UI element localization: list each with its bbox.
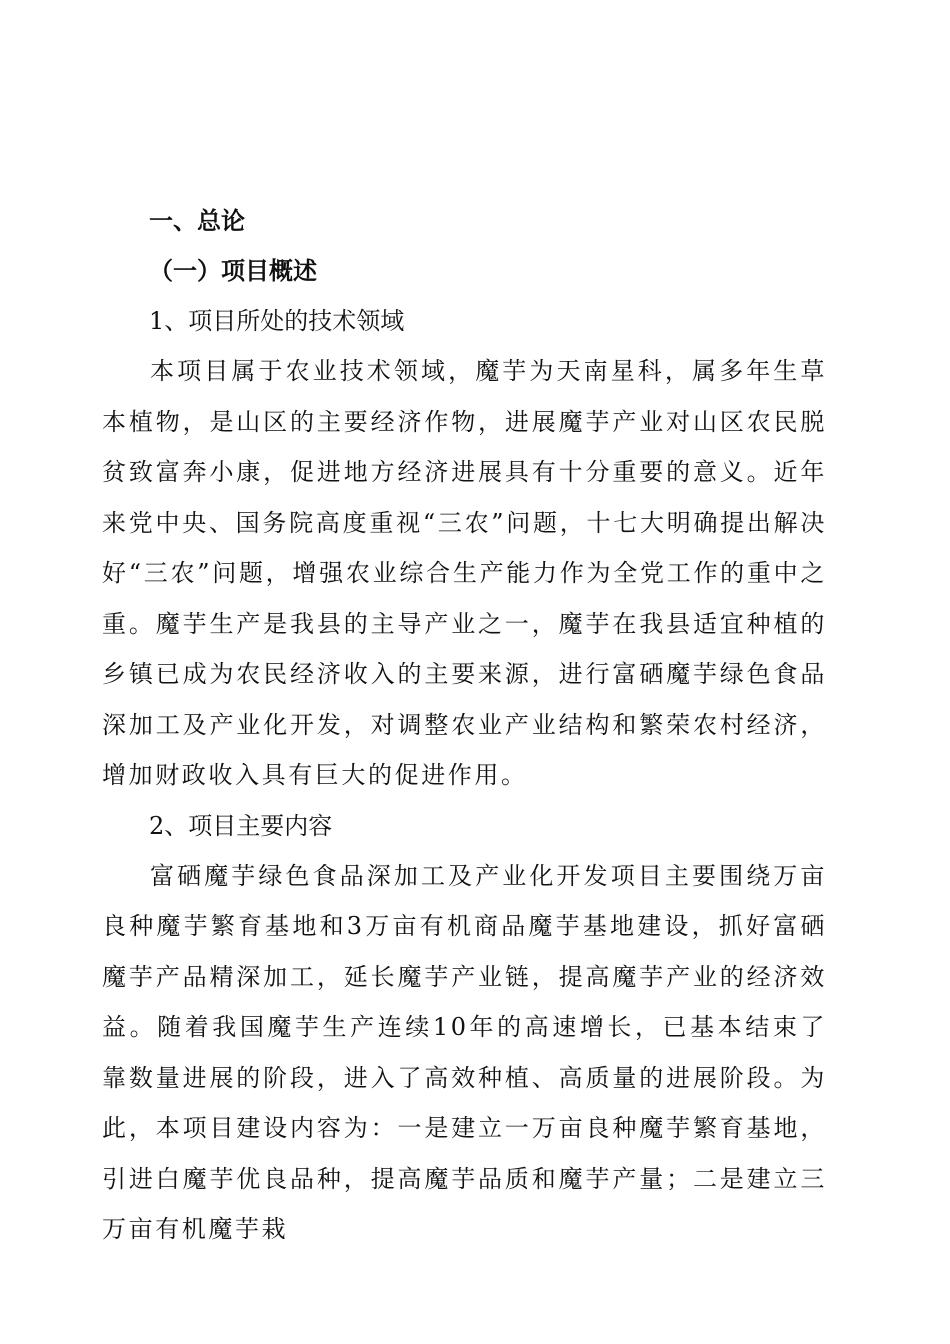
- paragraph-main-content: 富硒魔芋绿色食品深加工及产业化开发项目主要围绕万亩良种魔芋繁育基地和3万亩有机商品魔芋基地建设，抓好富硒魔芋产品精深加工，延长魔芋产业链，提高魔芋产业的经济效益。随着我国魔芋生产连续10年的高速增长，已基本结束了靠数量进展的阶段，进入了高效种植、高质量的进展阶段。为此，本项目建设内容为：一是建立一万亩良种魔芋繁育基地，引进白魔芋优良品种，提高魔芋品质和魔芋产量；二是建立三万亩有机魔芋栽: [102, 861, 827, 1243]
- document-content: [102, 196, 827, 1255]
- section-heading: （一）项目概述: [149, 257, 317, 285]
- subsection-title-technical-field: 1、项目所处的技术领域: [149, 307, 405, 335]
- paragraph-technical-field: 本项目属于农业技术领域，魔芋为天南星科，属多年生草本植物，是山区的主要经济作物，进展魔芋产业对山区农民脱贫致富奔小康，促进地方经济进展具有十分重要的意义。近年来党中央、国务院高度重视“三农”问题，十七大明确提出解决好“三农”问题，增强农业综合生产能力作为全党工作的重中之重。魔芋生产是我县的主导产业之一，魔芋在我县适宜种植的乡镇已成为农民经济收入的主要来源，进行富硒魔芋绿色食品深加工及产业化开发，对调整农业产业结构和繁荣农村经济，增加财政收入具有巨大的促进作用。: [102, 357, 827, 789]
- subsection-title-main-content: 2、项目主要内容: [149, 811, 333, 840]
- chapter-heading: 一、总论: [149, 207, 245, 235]
